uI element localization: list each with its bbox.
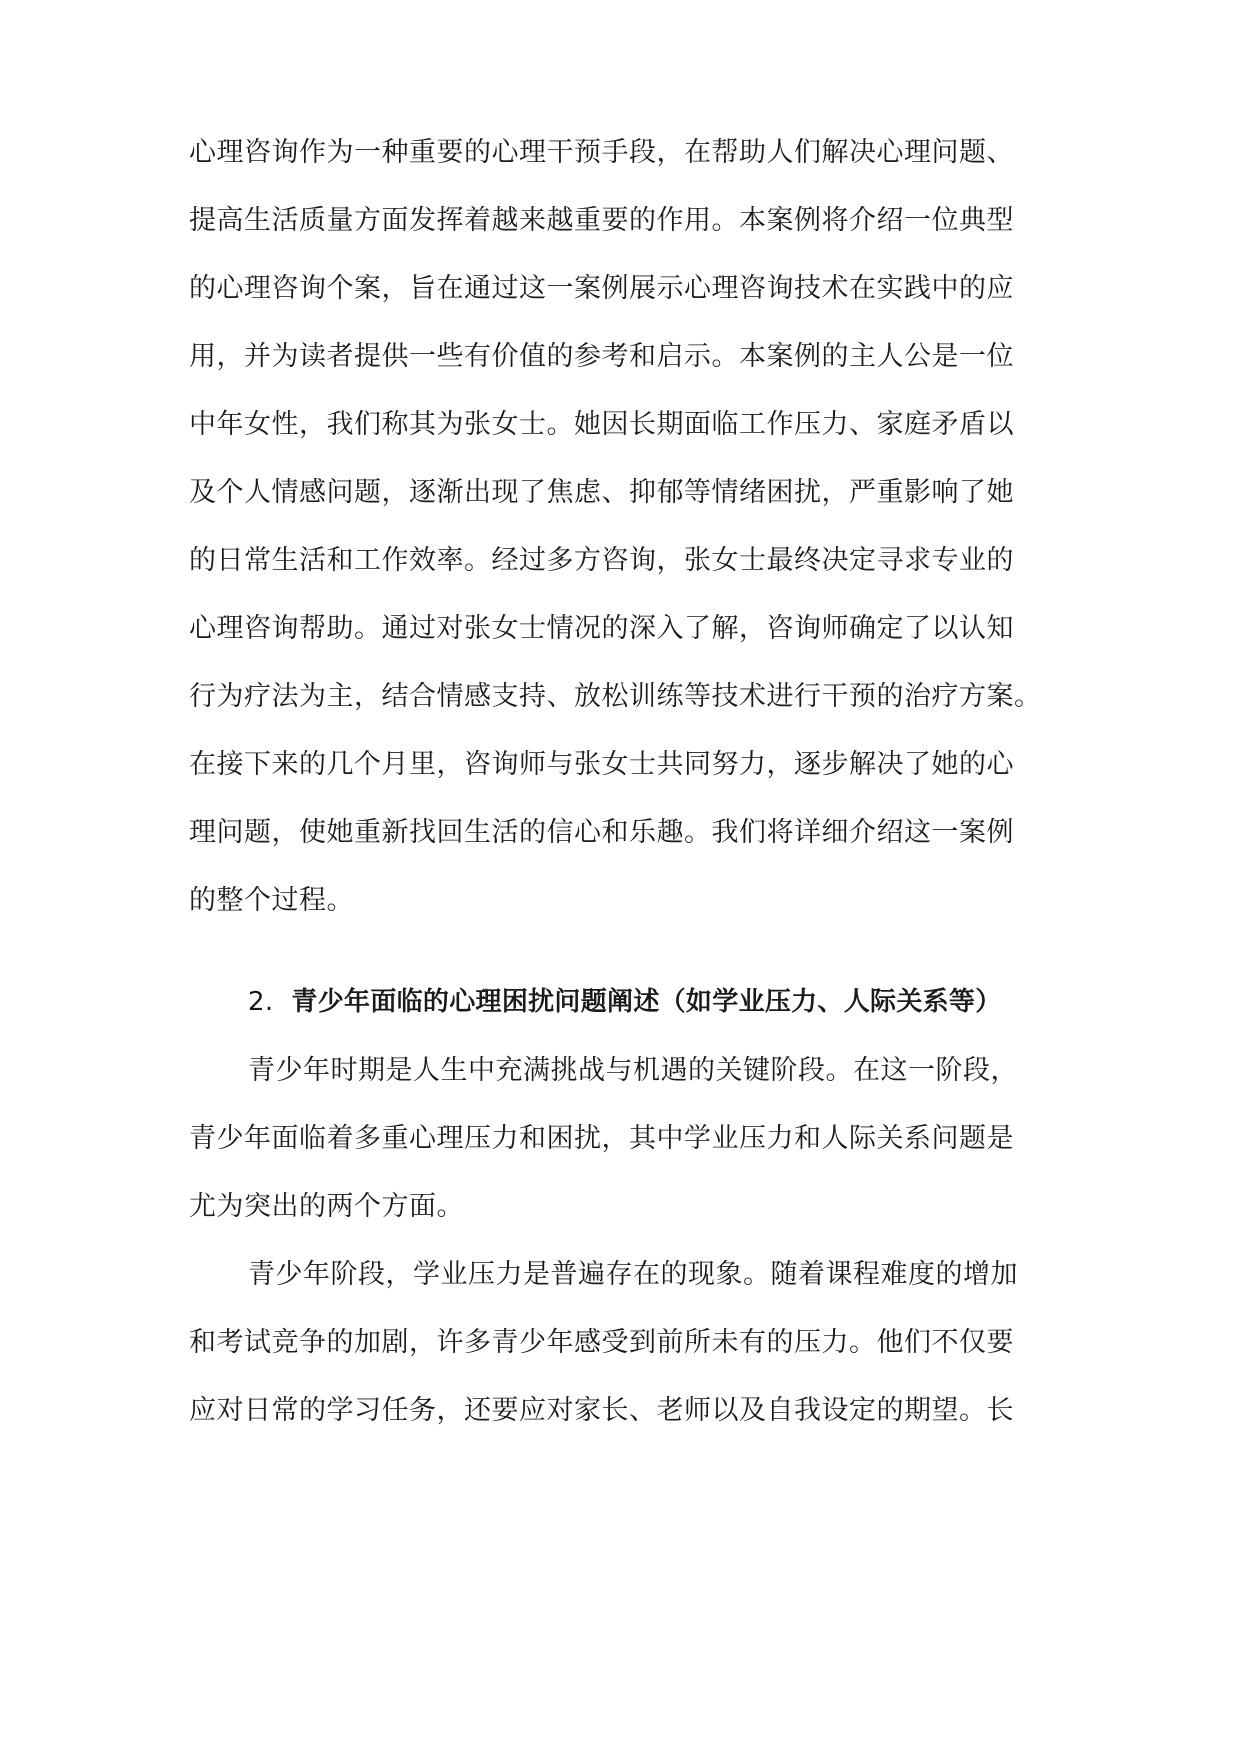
paragraph-line: 用，并为读者提供一些有价值的参考和启示。本案例的主人公是一位 xyxy=(189,341,1014,372)
paragraph-line: 的心理咨询个案，旨在通过这一案例展示心理咨询技术在实践中的应 xyxy=(189,273,1014,304)
paragraph-line: 行为疗法为主，结合情感支持、放松训练等技术进行干预的治疗方案。 xyxy=(189,681,1042,712)
paragraph-line: 及个人情感问题，逐渐出现了焦虑、抑郁等情绪困扰，严重影响了她 xyxy=(189,477,1014,508)
paragraph-line: 的日常生活和工作效率。经过多方咨询，张女士最终决定寻求专业的 xyxy=(189,545,1014,576)
paragraph-line: 心理咨询作为一种重要的心理干预手段，在帮助人们解决心理问题、 xyxy=(189,137,1014,168)
paragraph-line: 心理咨询帮助。通过对张女士情况的深入了解，咨询师确定了以认知 xyxy=(189,613,1014,644)
paragraph-line: 尤为突出的两个方面。 xyxy=(189,1191,464,1222)
section-number: 2. xyxy=(248,987,274,1017)
paragraph-line: 的整个过程。 xyxy=(189,885,354,916)
section-heading xyxy=(248,986,1002,1018)
paragraph-line: 提高生活质量方面发挥着越来越重要的作用。本案例将介绍一位典型 xyxy=(189,205,1014,236)
paragraph-line: 青少年阶段，学业压力是普遍存在的现象。随着课程难度的增加 xyxy=(248,1259,1018,1290)
paragraph-line: 和考试竞争的加剧，许多青少年感受到前所未有的压力。他们不仅要 xyxy=(189,1327,1014,1358)
paragraph-line: 青少年时期是人生中充满挑战与机遇的关键阶段。在这一阶段， xyxy=(248,1055,1018,1086)
section-title: 青少年面临的心理困扰问题阐述（如学业压力、人际关系等） xyxy=(291,987,1002,1017)
paragraph-line: 应对日常的学习任务，还要应对家长、老师以及自我设定的期望。长 xyxy=(189,1395,1014,1426)
paragraph-line: 中年女性，我们称其为张女士。她因长期面临工作压力、家庭矛盾以 xyxy=(189,409,1014,440)
paragraph-line: 在接下来的几个月里，咨询师与张女士共同努力，逐步解决了她的心 xyxy=(189,749,1014,780)
paragraph-line: 理问题，使她重新找回生活的信心和乐趣。我们将详细介绍这一案例 xyxy=(189,817,1014,848)
paragraph-line: 青少年面临着多重心理压力和困扰，其中学业压力和人际关系问题是 xyxy=(189,1123,1014,1154)
